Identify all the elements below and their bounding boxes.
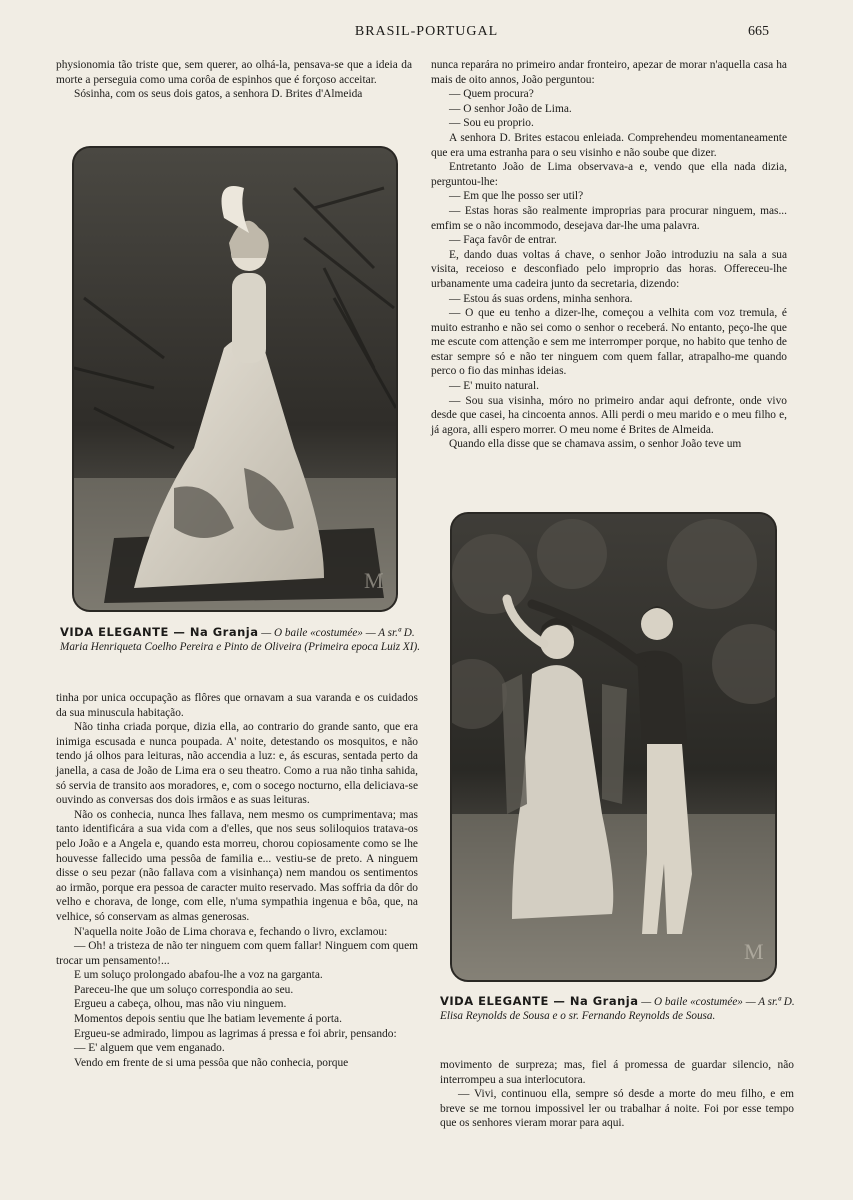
dialogue-line: — Faça favôr de entrar. — [449, 234, 557, 247]
paragraph: N'aquella noite João de Lima chorava e, fechando o livro, exclamou: — [74, 925, 388, 938]
paragraph: Sósinha, com os seus dois gatos, a senhora D. Brites d'Almeida — [74, 88, 363, 101]
paragraph: Ergueu a cabeça, olhou, mas não viu ninguem. — [74, 998, 287, 1011]
journal-title: BRASIL-PORTUGAL — [354, 24, 499, 39]
paragraph: Vendo em frente de si uma pessôa que não conhecia, porque — [74, 1056, 349, 1069]
caption-text: — O baile «costumée» — A sr.ª D. Maria Henriqueta Coelho Pereira e Pinto de Oliveira (Primeira epoca Luiz XI). — [60, 627, 421, 653]
paragraph: E um soluço prolongado abafou-lhe a voz na garganta. — [74, 969, 323, 982]
dialogue-line: — Estou ás suas ordens, minha senhora. — [449, 292, 633, 305]
paragraph: Quando ella disse que se chamava assim, o senhor João teve um — [449, 438, 742, 451]
paragraph: Não os conhecia, nunca lhes fallava, nem mesmo os cumprimentava; mas tanto identificára a sua vida com a d'elles, que nos seus soliloquios tratava-os pelo João e a Angela e, quando esta morreu, chorou copiosamente como se lhe houvesse fallecido uma pessôa de familia e... vestiu-se de preto. A ninguem disse o seu pezar (não fallava com a visinhança) nem mandou os sentimentos ao irmão, porque era pessoa de caracter muito reservado. Mas soffria da dôr do velho e chorava, de longe, com elle, n'uma sympathia ingenua e bôa, que, na velhice, só conservam as almas generosas. — [56, 808, 418, 923]
paragraph: E, dando duas voltas á chave, o senhor João introduziu na sala a sua visita, receioso e desconfiado pelo improprio das horas. Offereceu-lhe urbanamente uma cadeira junto da secretaria, dizendo: — [431, 248, 787, 290]
photo-caption — [60, 625, 420, 654]
paragraph: physionomia tão triste que, sem querer, ao olhá-la, pensava-se que a ideia da morte a perseguia como uma corôa de espinhos que é forçoso acceitar. — [56, 59, 412, 86]
caption-heading: VIDA ELEGANTE — Na Granja — [440, 994, 639, 1008]
dialogue-line: — Estas horas são realmente improprias para procurar ninguem, mas... emfim se o não incommodo, desejava dar-lhe uma palavra. — [431, 204, 787, 232]
right-column-bottom — [440, 1058, 794, 1131]
paragraph: Ergueu-se admirado, limpou as lagrimas á pressa e foi abrir, pensando: — [74, 1027, 397, 1040]
paragraph: Não tinha criada porque, dizia ella, ao contrario do grande santo, que era inimiga escusada e nunca poupada. A' noite, detestando os mosquitos, e não tendo já olhos para leituras, não accendia a luz: e, ás escuras, sentada perto da janella, a casa de João de Lima era o seu theatro. Como a rua não tinha sahida, só servia de transito aos moradores, e, com o socego nocturno, ella deliciava-se ouvindo as conversas dos dois irmãos e as suas leituras. — [56, 721, 418, 807]
dialogue-line: — Vivi, continuou ella, sempre só desde a morte do meu filho, e em breve se me tornou impossivel ler ou trabalhar á noite. Foi por esse tempo que os senhores vieram morar para aqui. — [440, 1088, 794, 1130]
paragraph: A senhora D. Brites estacou enleiada. Comprehendeu momentaneamente que era uma estranha para o seu visinho e não soube que dizer. — [431, 131, 787, 159]
paragraph: Pareceu-lhe que um soluço correspondia ao seu. — [74, 983, 294, 996]
svg-text:M: M — [744, 939, 764, 964]
dialogue-line: — Em que lhe posso ser util? — [449, 190, 584, 203]
photo-dancing-couple — [450, 512, 777, 982]
paragraph: Entretanto João de Lima observava-a e, vendo que ella nada dizia, perguntou-lhe: — [431, 161, 787, 188]
paragraph: nunca reparára no primeiro andar fronteiro, apezar de morar n'aquella casa ha mais de oito annos, João perguntou: — [431, 59, 787, 86]
left-column-top — [56, 58, 412, 102]
paragraph: Momentos depois sentiu que lhe batiam levemente á porta. — [74, 1013, 342, 1026]
paragraph: tinha por unica occupação as flôres que ornavam a sua varanda e os cuidados da sua minuscula habitação. — [56, 692, 418, 719]
page-header — [0, 22, 853, 42]
caption-heading: VIDA ELEGANTE — Na Granja — [60, 625, 259, 639]
dialogue-line: — E' muito natural. — [449, 380, 539, 393]
svg-text:M: M — [364, 568, 384, 593]
page-number: 665 — [748, 24, 769, 39]
caption-text: — O baile «costumée» — A sr.ª D. Elisa Reynolds de Sousa e o sr. Fernando Reynolds de Sousa. — [440, 996, 795, 1022]
photo-caption — [440, 994, 796, 1023]
paragraph: movimento de surpreza; mas, fiel á promessa de guardar silencio, não interrompeu a sua interlocutora. — [440, 1059, 794, 1086]
dialogue-line: — Oh! a tristeza de não ter ninguem com quem fallar! Ninguem com quem trocar um pensamento!... — [56, 940, 418, 967]
dialogue-line: — O senhor João de Lima. — [449, 102, 572, 115]
dialogue-line: — O que eu tenho a dizer-lhe, começou a velhita com voz tremula, é muito estranho e não sei como o senhor o receberá. No entanto, peço-lhe que me escute com attenção e sem me interromper porque, no habito que tenho de estar sempre só e não ter ninguem com quem fallar, atrapalho-me quando perco o fio das minhas ideias. — [431, 307, 787, 378]
dialogue-line: — E' alguem que vem enganado. — [74, 1042, 225, 1055]
dialogue-line: — Sou eu proprio. — [449, 117, 534, 130]
dialogue-line: — Quem procura? — [449, 88, 534, 101]
right-column-top — [431, 58, 787, 452]
left-column-bottom — [56, 691, 418, 1070]
dialogue-line: — Sou sua visinha, móro no primeiro andar aqui defronte, onde vivo desde que casei, ha cincoenta annos. Alli perdi o meu marido e o meu filho e, já agora, alli espero morrer. O meu nome é Brites de Almeida. — [431, 394, 787, 436]
photo-lady-in-costume — [72, 146, 398, 612]
